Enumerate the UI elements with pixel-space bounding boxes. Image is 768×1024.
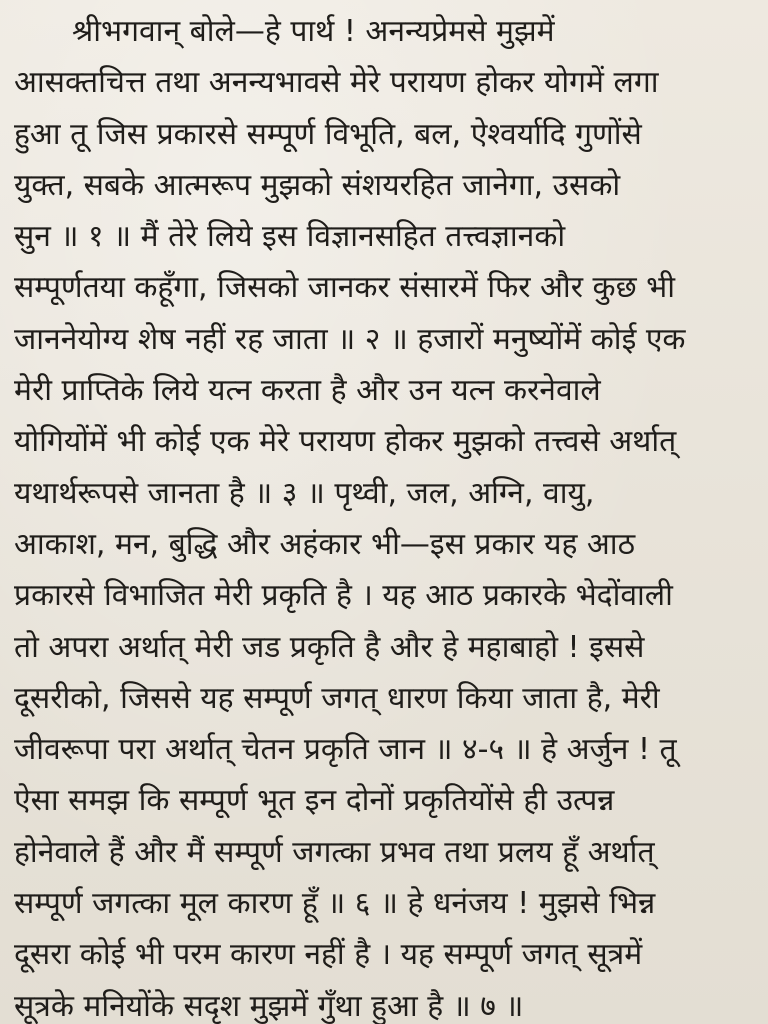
text-line: सुन ॥ १ ॥ मैं तेरे लिये इस विज्ञानसहित तत्त्वज्ञानको [14,219,566,255]
text-line: दूसरीको, जिससे यह सम्पूर्ण जगत् धारण किया जाता है, मेरी [14,680,660,716]
text-line: सम्पूर्णतया कहूँगा, जिसको जानकर संसारमें फिर और कुछ भी [14,270,676,306]
text-line: योगियोंमें भी कोई एक मेरे परायण होकर मुझको तत्त्वसे अर्थात् [14,424,677,460]
text-line: सम्पूर्ण जगत्का मूल कारण हूँ ॥ ६ ॥ हे धनंजय ! मुझसे भिन्न [14,886,656,922]
text-line: तो अपरा अर्थात् मेरी जड प्रकृति है और हे महाबाहो ! इससे [14,629,645,665]
text-line: सूत्रके मनियोंके सदृश मुझमें गुँथा हुआ है ॥ ७ ॥ [14,988,524,1024]
text-line: जीवरूपा परा अर्थात् चेतन प्रकृति जान ॥ ४-५ ॥ हे अर्जुन ! तू [14,732,677,768]
text-line: आकाश, मन, बुद्धि और अहंकार भी—इस प्रकार यह आठ [14,526,636,562]
text-line: जाननेयोग्य शेष नहीं रह जाता ॥ २ ॥ हजारों मनुष्योंमें कोई एक [14,321,686,357]
text-line: आसक्तचित्त तथा अनन्यभावसे मेरे परायण होकर योगमें लगा [14,65,659,101]
text-line: मेरी प्राप्तिके लिये यत्न करता है और उन यत्न करनेवाले [14,373,601,409]
text-line: होनेवाले हैं और मैं सम्पूर्ण जगत्का प्रभव तथा प्रलय हूँ अर्थात् [14,834,655,870]
text-line: दूसरा कोई भी परम कारण नहीं है । यह सम्पूर्ण जगत् सूत्रमें [14,937,643,973]
text-line: युक्त, सबके आत्मरूप मुझको संशयरहित जानेगा, उसको [14,167,621,203]
text-body [14,6,744,1024]
text-line: यथार्थरूपसे जानता है ॥ ३ ॥ पृथ्वी, जल, अग्नि, वायु, [14,475,595,511]
text-line: ऐसा समझ कि सम्पूर्ण भूत इन दोनों प्रकृतियोंसे ही उत्पन्न [14,783,615,819]
text-line: हुआ तू जिस प्रकारसे सम्पूर्ण विभूति, बल, ऐश्वर्यादि गुणोंसे [14,116,642,152]
text-line: प्रकारसे विभाजित मेरी प्रकृति है । यह आठ प्रकारके भेदोंवाली [14,578,673,614]
text-line: श्रीभगवान् बोले—हे पार्थ ! अनन्यप्रेमसे मुझमें [72,14,555,49]
